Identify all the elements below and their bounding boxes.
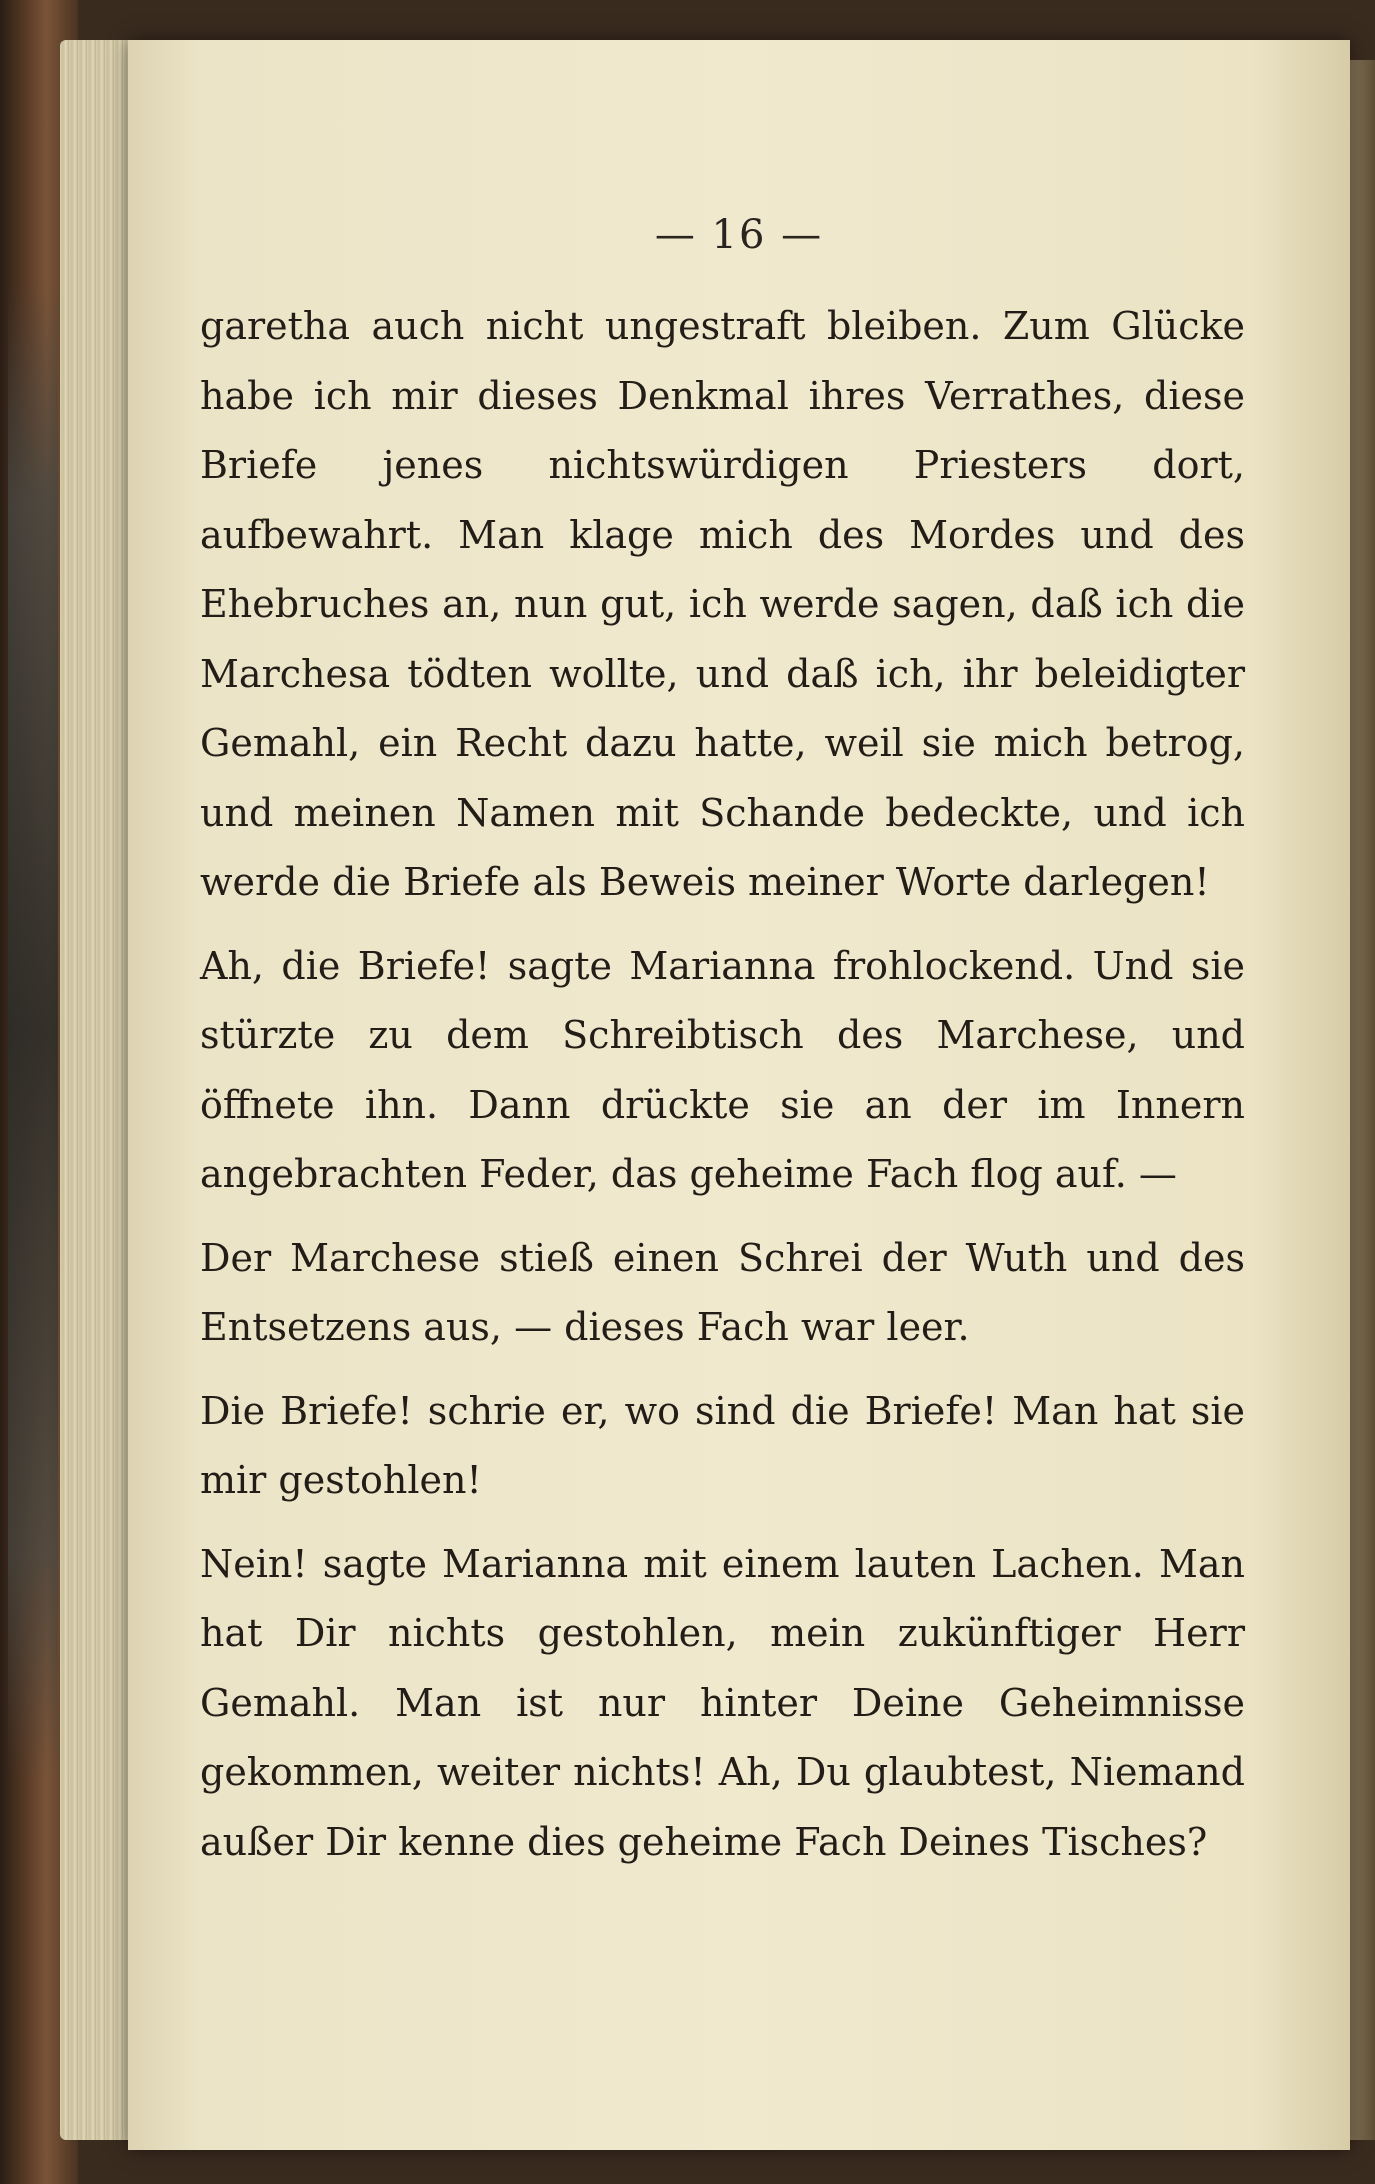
- paragraph: Nein! sagte Marianna mit einem lauten Lachen. Man hat Dir nichts gestohlen, mein zukünftiger Herr Gemahl. Man ist nur hinter Deine Geheimnisse gekommen, weiter nichts! Ah, Du glaubtest, Niemand außer Dir kenne dies geheime Fach Deines Tisches?: [200, 1541, 1245, 1864]
- right-page-edge: [1350, 60, 1375, 2140]
- paragraph: Die Briefe! schrie er, wo sind die Briefe! Man hat sie mir gestohlen!: [200, 1388, 1245, 1502]
- paragraph: garetha auch nicht ungestraft bleiben. Zum Glücke habe ich mir dieses Denkmal ihres Verrathes, diese Briefe jenes nichtswürdigen Priesters dort, aufbewahrt. Man klage mich des Mordes und des Ehebruches an, nun gut, ich werde sagen, daß ich die Marchesa tödten wollte, und daß ich, ihr beleidigter Gemahl, ein Recht dazu hatte, weil sie mich betrog, und meinen Namen mit Schande bedeckte, und ich werde die Briefe als Beweis meiner Worte darlegen!: [200, 304, 1245, 904]
- binding-wear: [8, 280, 58, 1780]
- page-text: [200, 292, 1245, 1891]
- paragraph: Der Marchese stieß einen Schrei der Wuth und des Entsetzens aus, — dieses Fach war leer.: [200, 1235, 1245, 1349]
- page-number: — 16 —: [654, 212, 824, 258]
- paragraph: Ah, die Briefe! sagte Marianna frohlockend. Und sie stürzte zu dem Schreibtisch des Marchese, und öffnete ihn. Dann drückte sie an der im Innern angebrachten Feder, das geheime Fach flog auf. —: [200, 943, 1245, 1196]
